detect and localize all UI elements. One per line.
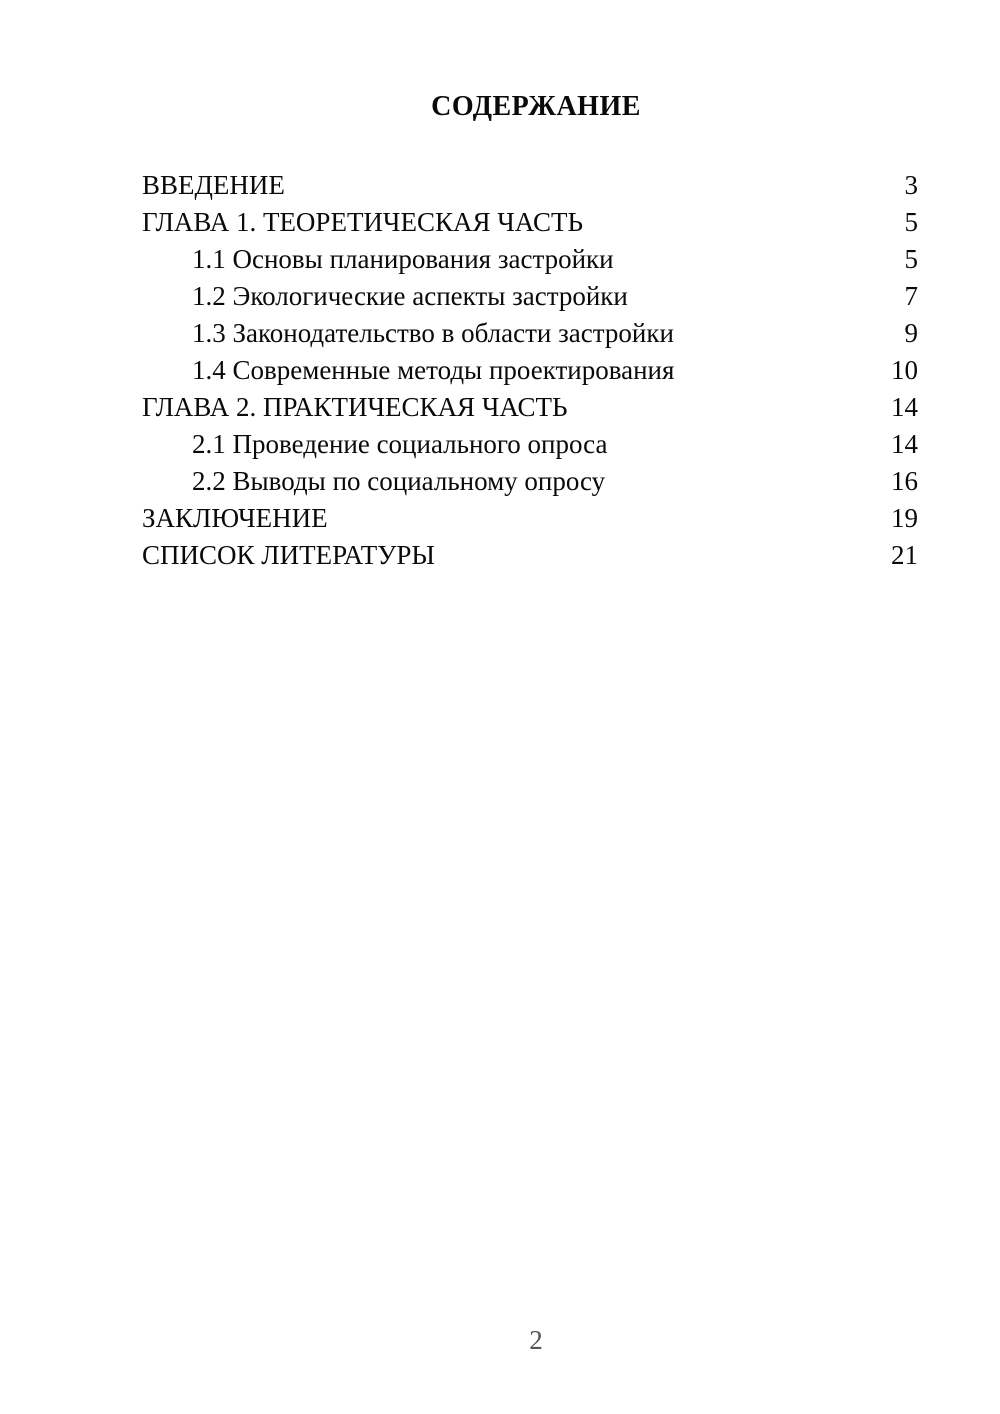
toc-entry-label: ГЛАВА 1. ТЕОРЕТИЧЕСКАЯ ЧАСТЬ: [142, 207, 583, 237]
table-of-contents: [142, 167, 930, 574]
toc-entry-label: 1.2 Экологические аспекты застройки: [192, 281, 628, 311]
toc-entry-vvedenie: [142, 167, 930, 204]
toc-entry-label: 1.1 Основы планирования застройки: [192, 244, 614, 274]
toc-entry-page-number: 10: [891, 355, 918, 385]
toc-entry-1-4: [142, 352, 930, 389]
toc-entry-2-2: [142, 463, 930, 500]
toc-entry-label: ВВЕДЕНИЕ: [142, 170, 285, 200]
toc-entry-page-number: 19: [891, 503, 918, 533]
toc-entry-label: ЗАКЛЮЧЕНИЕ: [142, 503, 328, 533]
toc-entry-1-1: [142, 241, 930, 278]
toc-entry-spisok-literatury: [142, 537, 930, 574]
toc-entry-1-3: [142, 315, 930, 352]
toc-entry-zaklyuchenie: [142, 500, 930, 537]
toc-entry-page-number: 14: [891, 429, 918, 459]
toc-entry-label: 2.2 Выводы по социальному опросу: [192, 466, 606, 496]
toc-entry-page-number: 9: [904, 318, 918, 348]
toc-entry-page-number: 7: [904, 281, 918, 311]
toc-entry-label: 2.1 Проведение социального опроса: [192, 429, 608, 459]
footer-page-number: 2: [529, 1325, 543, 1355]
toc-entry-page-number: 14: [891, 392, 918, 422]
page-title: СОДЕРЖАНИЕ: [431, 91, 641, 122]
toc-entry-label: 1.3 Законодательство в области застройки: [192, 318, 674, 348]
toc-entry-page-number: 5: [904, 207, 918, 237]
toc-entry-page-number: 5: [904, 244, 918, 274]
toc-entry-page-number: 21: [891, 540, 918, 570]
toc-entry-glava-1: [142, 204, 930, 241]
toc-entry-page-number: 3: [904, 170, 918, 200]
toc-entry-2-1: [142, 426, 930, 463]
toc-entry-1-2: [142, 278, 930, 315]
toc-entry-label: 1.4 Современные методы проектирования: [192, 355, 675, 385]
toc-entry-label: СПИСОК ЛИТЕРАТУРЫ: [142, 540, 435, 570]
toc-entry-glava-2: [142, 389, 930, 426]
toc-entry-label: ГЛАВА 2. ПРАКТИЧЕСКАЯ ЧАСТЬ: [142, 392, 568, 422]
toc-entry-page-number: 16: [891, 466, 918, 496]
